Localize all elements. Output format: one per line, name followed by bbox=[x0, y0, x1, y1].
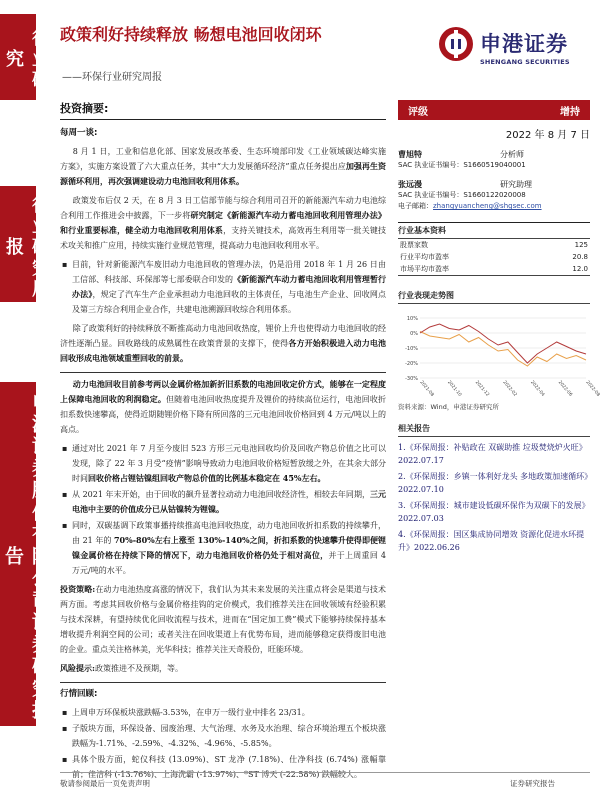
market-title: 行情回顾: bbox=[60, 689, 98, 699]
related-item[interactable]: 2.《环保周报：乡镇一体利好龙头 多地政策加速循环》2022.07.10 bbox=[398, 472, 589, 494]
logo-icon bbox=[438, 26, 474, 62]
report-date: 2022 年 8 月 7 日 bbox=[505, 130, 590, 141]
list-item: ▪ 从 2021 年末开始，由于回收的飙升显著拉动动力电池回收经济性，相较去年同期，三元电池中主要的价值成分已从钴镍转为锂镍。 bbox=[60, 487, 386, 517]
y-tick-label: -10% bbox=[405, 346, 418, 352]
table-row: 市场平均市盈率 12.0 bbox=[398, 263, 590, 276]
footer-disclaimer: 敬请参阅最后一页免责声明 bbox=[60, 779, 150, 788]
sidebar bbox=[0, 0, 51, 800]
rating-bar bbox=[398, 100, 590, 120]
x-tick-label: 2021-10 bbox=[446, 380, 463, 398]
list-item: ▪ 目前，针对新能源汽车废旧动力电池回收的管理办法，仍是沿用 2018 年 1 月 26 日由工信部、科技部、环保部等七部委联合印发的《新能源汽车动力蓄电池回收利用管理暂行办法》，规定了汽车生产企业承担动力电池回收的主体责任，与电池生产企业、回收网点及第三方综合利用企业合作，共建电池溯源回收综合利用体系。 bbox=[60, 257, 386, 317]
bullet-list bbox=[60, 705, 386, 782]
summary-title: 投资摘要: bbox=[60, 100, 386, 120]
y-tick-label: -30% bbox=[405, 376, 418, 382]
industry-title: 行业基本资料 bbox=[398, 222, 590, 239]
y-tick-label: 0% bbox=[410, 331, 418, 337]
analyst-role: 研究助理 bbox=[500, 180, 532, 189]
bullet-list bbox=[60, 441, 386, 578]
week-label: 每周一谈: bbox=[60, 128, 98, 138]
sidebar-label: 行业研究周报 bbox=[3, 194, 50, 300]
analyst-name: 曹旭特 bbox=[398, 150, 422, 159]
footer-divider bbox=[60, 772, 590, 773]
email-link[interactable]: zhangyuancheng@shgsec.com bbox=[433, 202, 542, 210]
email-label: 电子邮箱： bbox=[398, 202, 433, 210]
x-tick-label: 2021-08 bbox=[418, 380, 435, 398]
chart-svg bbox=[398, 308, 600, 400]
performance-chart bbox=[398, 308, 600, 400]
rating-value: 增持 bbox=[560, 106, 580, 118]
list-item: ▪ 上周申万环保板块涨跌幅-3.53%，在申万一级行业中排名 23/31。 bbox=[60, 705, 386, 720]
rating-label: 评级 bbox=[408, 106, 428, 118]
y-tick-label: -20% bbox=[405, 361, 418, 367]
list-item: ▪ 具体个股方面，蛇仪科技 (13.09%)、ST 龙净 (7.18%)、仕净科技 (6.74%) 涨幅靠前；佳洁科 (-13.76%)、上海洗霸 (-13.97%)、*ST 博天 (-22.58%) 跌幅较大。 bbox=[60, 752, 386, 782]
divider bbox=[60, 372, 386, 373]
sidebar-block-industry-research bbox=[0, 14, 50, 100]
list-item: ▪ 子版块方面，环保设备、园废治理、大气治理、水务及水治理、综合环境治理五个板块涨跌幅为-1.71%、-2.59%、-4.32%、-4.96%、-5.85%。 bbox=[60, 721, 386, 751]
sidebar-label: 行业研究 bbox=[3, 27, 50, 91]
paragraph: 投资策略:在动力电池热度高涨的情况下，我们认为其未来发展的关注重点将会是渠道与技术两方面。考虑其回收价格与金属价格挂钩的定价模式，我们推荐关注在回收领域有经验积累与技术深耕，有望持续优化回收流程与技术，进而在“国定加工费”模式下能够持续保持基本增收提升利润空间的公司；或者关注在回收渠道上有优势布局，进而能够稳定获得废旧电池的企业。重点关注格林美，光华科技；推荐关注天奇股份，旺能环境。 bbox=[60, 584, 387, 654]
bullet-list bbox=[60, 257, 386, 317]
divider bbox=[60, 682, 386, 683]
list-item: ▪ 同时，双碳基调下政策事播持续推高电池回收热度，动力电池回收折扣系数的持续攀升，由 21 年的 70%-80%左右上涨至 130%-140%之间，折扣系数的快速攀升使得即便锂镍金属价格在持续下降的情况下，动力电池回收价格仍处于相对高位，并于上周重回 4 万元/吨的水平。 bbox=[60, 518, 386, 578]
series-line bbox=[420, 324, 586, 363]
analyst-cert: SAC 执业证书编号：S1660519040001 bbox=[398, 161, 526, 169]
table-row: 行业平均市盈率 20.8 bbox=[400, 253, 588, 261]
paragraph: 8 月 1 日，工业和信息化部、国家发展改革委、生态环境部印发《工业领域碳达峰实施方案》，实施方案设置了六大重点任务，其中“大力发展循环经济”重点任务提出应加强再生资源循环利用，再次强调建设动力电池回收利用体系。 bbox=[60, 147, 386, 186]
main-column bbox=[60, 100, 386, 786]
table-row: 股票家数 125 bbox=[400, 241, 588, 249]
related-item[interactable]: 1.《环保周报：补贴政在 双碳助推 垃圾焚烧炉火旺》2022.07.17 bbox=[398, 443, 587, 465]
brand-logo bbox=[438, 26, 588, 74]
page-subtitle: ——环保行业研究周报 bbox=[62, 72, 162, 83]
x-tick-label: 2022-06 bbox=[556, 380, 573, 398]
x-tick-label: 2022-02 bbox=[501, 380, 518, 398]
logo-text-en: SHENGANG SECURITIES bbox=[480, 58, 570, 66]
paragraph: 除了政策利好的持续释放不断推高动力电池回收热度，锂价上升也使得动力电池回收的经济性逐渐凸显。回收路线的成熟属性在政策背景的支撑下，使得各方开始积极进入动力电池回收形成电池领域重塑回收的前景。 bbox=[60, 324, 387, 363]
series-line bbox=[420, 332, 586, 367]
footer-label: 证券研究报告 bbox=[510, 779, 555, 788]
info-column bbox=[398, 100, 600, 557]
related-item[interactable]: 4.《环保周报：国区集成协同增效 资源化促进水环提升》2022.06.26 bbox=[398, 530, 585, 552]
chart-source: 资料来源：Wind，申港证券研究所 bbox=[398, 403, 499, 411]
related-item[interactable]: 3.《环保周报：城市建设低碳环保作为双碳下的发展》2022.07.03 bbox=[398, 501, 590, 523]
industry-table bbox=[398, 239, 590, 276]
analyst-block bbox=[398, 149, 590, 212]
x-tick-label: 2021-12 bbox=[473, 380, 490, 398]
paragraph: 风险提示:政策推进不及预期，等。 bbox=[60, 663, 183, 673]
analyst-cert: SAC 执业证书编号：S1660122020008 bbox=[398, 191, 526, 199]
y-tick-label: 10% bbox=[406, 316, 418, 322]
x-tick-label: 2022-04 bbox=[529, 380, 546, 398]
analyst-name: 张远漫 bbox=[398, 180, 422, 189]
sidebar-block-company bbox=[0, 382, 51, 726]
paragraph: 动力电池回收目前参考两以金属价格加新折旧系数的电池回收定价方式，能够在一定程度上保障电池回收的利润稳定。但随着电池回收热度提升及锂价的持续高位运行，电池回收折扣系数快速攀高，使得近期随锂价格下降有所回落的三元电池回收价格回到 4 万元/吨以上的高点。 bbox=[60, 379, 386, 434]
page-title: 政策利好持续释放 畅想电池回收闭环 bbox=[60, 25, 322, 44]
logo-text-cn: 申港证券 bbox=[480, 32, 568, 56]
analyst-role: 分析师 bbox=[500, 150, 524, 159]
related-list bbox=[398, 441, 590, 554]
sidebar-label: 申港证券股份有限公司证券研究报告 bbox=[2, 392, 51, 722]
paragraph: 政策发布后仅 2 天，在 8 月 3 日工信部节能与综合利用司召开的新能源汽车动力电池综合利用工作推进会中披露，下一步将研究制定《新能源汽车动力蓄电池回收利用管理办法》和行业重要标准，健全动力电池回收利用体系，支持关键技术，高效再生利用等一批关键技术攻关和推广应用，持续实施行业规范管理，提高动力电池回收利用水平。 bbox=[60, 196, 387, 250]
chart-title: 行业表现走势图 bbox=[398, 290, 590, 304]
list-item: ▪ 通过对比 2021 年 7 月至今废旧 523 方形三元电池回收均价及回收产物总价值之比可以发现，除了 22 年 3 月受“疫情”影响导致动力电池回收价格短暂放缓之外，在其余大部分时间回收价格占锂钴镍组回收产物总价值的比例基本稳定在 45%左右。 bbox=[60, 441, 386, 486]
x-tick-label: 2022-08 bbox=[584, 380, 600, 398]
sidebar-block-weekly bbox=[0, 186, 50, 302]
related-title: 相关报告 bbox=[398, 423, 590, 437]
